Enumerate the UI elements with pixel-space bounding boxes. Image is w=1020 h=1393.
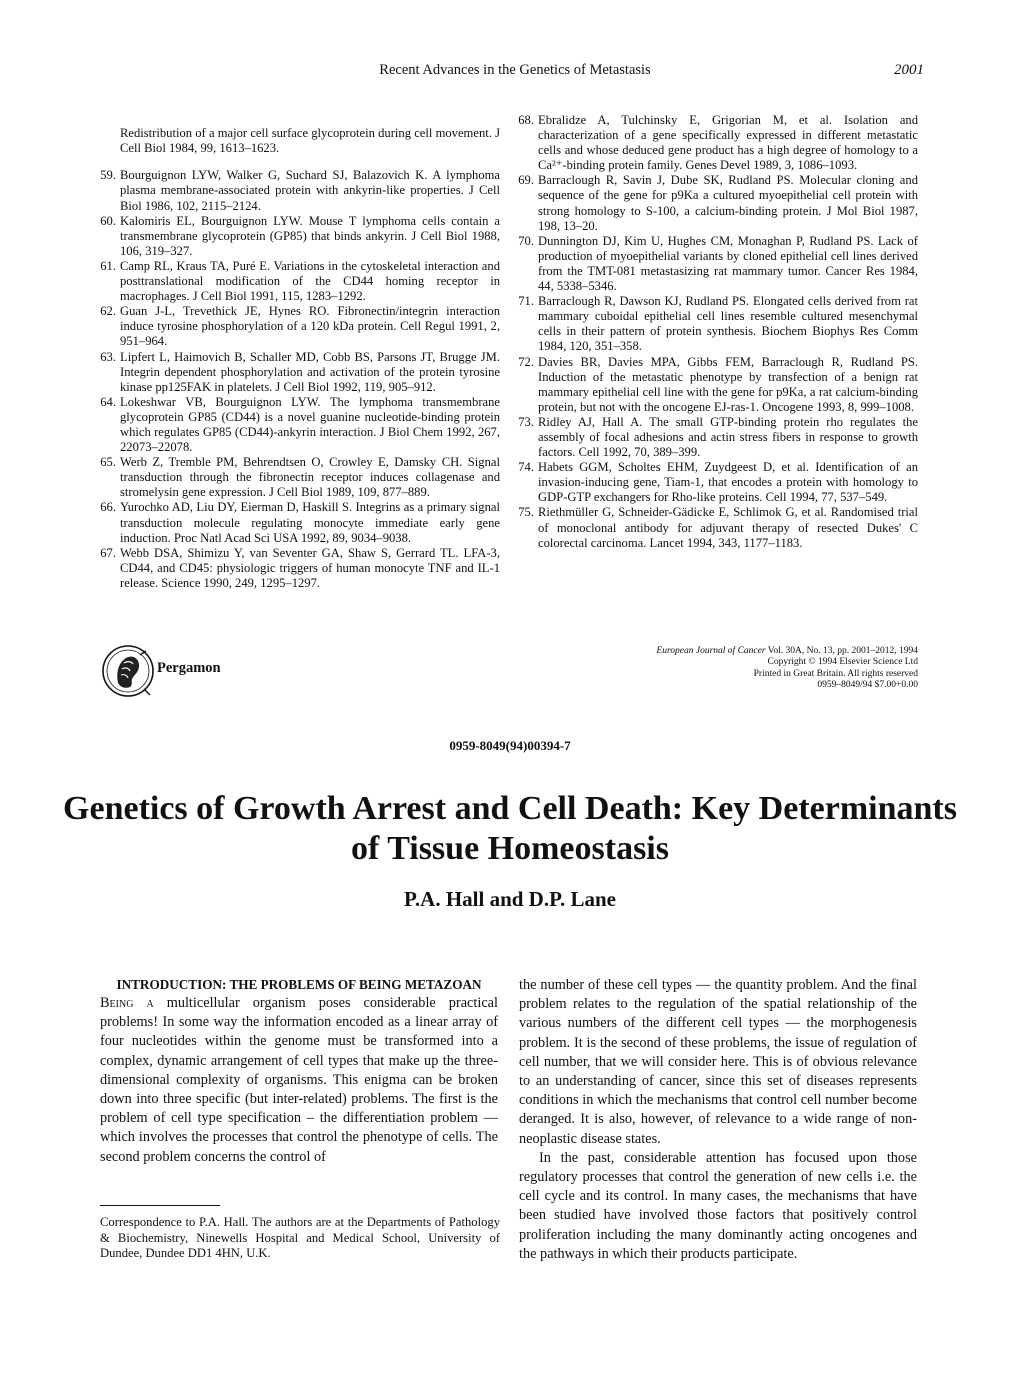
issn-price-line: 0959–8049/94 $7.00+0.00	[817, 680, 918, 691]
reference-text: Guan J-L, Trevethick JE, Hynes RO. Fibronectin/integrin interaction induce tyrosine phosphorylation of a 120 kDa protein. Cell Regul 1991, 2, 951–964.	[120, 304, 500, 349]
correspondence-footnote: Correspondence to P.A. Hall. The authors are at the Departments of Pathology & Biochemistry, Ninewells Hospital and Medical School, University of Dundee, Dundee DD1 4HN, U.K.	[100, 1215, 500, 1261]
reference-number: 73.	[518, 414, 534, 429]
reference-text: Werb Z, Tremble PM, Behrendtsen O, Crowley E, Damsky CH. Signal transduction through the fibronectin receptor induces collagenase and stromelysin gene expression. J Cell Biol 1989, 109, 877–889.	[120, 455, 500, 500]
reference-text: Barraclough R, Dawson KJ, Rudland PS. Elongated cells derived from rat mammary cuboidal epithelial cell lines resemble cultured mesenchymal cells in their pattern of protein synthesis. Biochem Biophys Res Comm 1984, 120, 351–358.	[538, 294, 918, 354]
journal-info	[598, 646, 918, 692]
reference-continued: Redistribution of a major cell surface glycoprotein during cell movement. J Cell Biol 1984, 99, 1613–1623.	[120, 125, 500, 155]
reference-number: 74.	[518, 460, 534, 475]
article-identifier: 0959-8049(94)00394-7	[449, 738, 571, 753]
reference-item	[100, 455, 500, 500]
article-authors: P.A. Hall and D.P. Lane	[404, 887, 616, 911]
body-right-column	[519, 976, 917, 1264]
printed-line: Printed in Great Britain. All rights reserved	[753, 668, 918, 679]
reference-text: Ridley AJ, Hall A. The small GTP-binding protein rho regulates the assembly of focal adhesions and actin stress fibers in response to growth factors. Cell 1992, 70, 389–399.	[538, 414, 918, 460]
reference-item	[518, 294, 918, 354]
references-left-column	[100, 113, 500, 591]
reference-text: Dunnington DJ, Kim U, Hughes CM, Monaghan P, Rudland PS. Lack of production of myoepithelial variants by cloned epithelial cell lines derived from the TMT-081 metastasizing rat mammary tumor. Cancer Res 1984, 44, 5338–5346.	[538, 233, 918, 294]
references-right-list	[518, 113, 918, 551]
reference-text: Lipfert L, Haimovich B, Schaller MD, Cobb BS, Parsons JT, Brugge JM. Integrin dependent phosphorylation and activation of the protein tyrosine kinase pp125FAK in platelets. J Cell Biol 1992, 119, 905–912.	[120, 349, 500, 394]
section-heading: INTRODUCTION: THE PROBLEMS OF BEING METAZOAN	[116, 977, 482, 992]
reference-number: 65.	[100, 455, 116, 470]
reference-item	[518, 234, 918, 294]
reference-number: 62.	[100, 304, 116, 319]
reference-item	[518, 173, 918, 233]
reference-text: Bourguignon LYW, Walker G, Suchard SJ, Balazovich K. A lymphoma plasma membrane-associated protein with ankyrin-like properties. J Cell Biol 1986, 102, 2115–2124.	[120, 168, 500, 213]
reference-number: 59.	[100, 168, 116, 183]
reference-number: 75.	[518, 505, 534, 520]
journal-volume-line	[598, 646, 918, 657]
references-right-column	[518, 113, 918, 551]
reference-item	[100, 259, 500, 304]
references-left-list	[100, 168, 500, 591]
reference-text: Riethmüller G, Schneider-Gädicke E, Schlimok G, et al. Randomised trial of monoclonal antibody for adjuvant therapy of resected Dukes' C colorectal carcinoma. Lancet 1994, 343, 1177–1183.	[538, 505, 918, 550]
intro-paragraph-continued: the number of these cell types — the quantity problem. And the final problem relates to the regulation of the spatial relationship of the various numbers of the different cell types — the morphogenesis problem. It is the second of these problems, the issue of regulation of cell number, that we will consider here. This is of obvious relevance to an understanding of cancer, since this set of diseases represents conditions in which the mechanisms that control cell number become deranged. It is also, however, of relevance to a wide range of non-neoplastic disease states.	[519, 977, 917, 1147]
reference-text: Kalomiris EL, Bourguignon LYW. Mouse T lymphoma cells contain a transmembrane glycoprotein (GP85) that binds ankyrin. J Cell Biol 1988, 106, 319–327.	[120, 213, 500, 258]
reference-text: Camp RL, Kraus TA, Puré E. Variations in the cytoskeletal interaction and posttranslational modification of the CD44 homing receptor in macrophages. J Cell Biol 1991, 115, 1283–1292.	[120, 258, 500, 304]
reference-item	[518, 460, 918, 505]
footnote-divider	[100, 1205, 220, 1206]
reference-item	[518, 505, 918, 550]
reference-number: 60.	[100, 213, 116, 228]
journal-name: European Journal of Cancer	[656, 646, 766, 656]
reference-item	[100, 214, 500, 259]
reference-item	[100, 304, 500, 349]
intro-lead-words: Being a	[100, 995, 154, 1011]
running-head	[100, 62, 930, 84]
reference-item	[518, 355, 918, 415]
reference-item	[518, 415, 918, 460]
reference-item	[100, 168, 500, 213]
reference-text: Lokeshwar VB, Bourguignon LYW. The lymphoma transmembrane glycoprotein GP85 (CD44) is a novel guanine nucleotide-binding protein which regulates GP85 (CD44)-ankyrin interaction. J Biol Chem 1992, 267, 22073–22078.	[120, 394, 500, 455]
journal-volume: Vol. 30A, No. 13, pp. 2001–2012, 1994	[765, 646, 918, 656]
reference-text: Davies BR, Davies MPA, Gibbs FEM, Barraclough R, Rudland PS. Induction of the metastatic phenotype by transfection of a benign rat mammary epithelial cell line with the gene for p9Ka, a rat calcium-binding protein, but not with the oncogene EJ-ras-1. Oncogene 1993, 8, 999–1008.	[538, 354, 918, 414]
reference-item	[518, 113, 918, 173]
reference-text: Yurochko AD, Liu DY, Eierman D, Haskill S. Integrins as a primary signal transduction molecule regulating monocyte immediate early gene induction. Proc Natl Acad Sci USA 1992, 89, 9034–9038.	[120, 500, 500, 545]
intro-paragraph	[100, 994, 498, 1167]
running-title: Recent Advances in the Genetics of Metastasis	[379, 62, 651, 78]
body-left-column	[100, 976, 498, 1167]
second-paragraph: In the past, considerable attention has focused upon those regulatory processes that control the generation of new cells i.e. the cell cycle and its control. In many cases, the mechanisms that have been studied have involved those factors that positively control proliferation including the many dominantly acting oncogenes and the pathways in which their products participate.	[519, 1149, 917, 1262]
page-number: 2001	[894, 62, 924, 78]
reference-number: 67.	[100, 545, 116, 560]
article-title: Genetics of Growth Arrest and Cell Death: Key Determinants of Tissue Homeostasis	[63, 790, 957, 867]
reference-number: 71.	[518, 294, 534, 309]
intro-paragraph-text: multicellular organism poses considerable practical problems! In some way the information encoded as a linear array of four nucleotides within the genome must be transformed into a complex, dynamic arrangement of cell types that make up the three-dimensional complexity of organisms. This enigma can be broken down into three specific (but inter-related) problems. The first is the problem of cell type specification – the differentiation problem — which involves the processes that control the phenotype of cells. The second problem concerns the control of	[100, 995, 499, 1165]
publisher-logo	[100, 643, 260, 703]
reference-item	[100, 500, 500, 545]
copyright-line: Copyright © 1994 Elsevier Science Ltd	[767, 657, 918, 668]
reference-number: 68.	[518, 113, 534, 127]
reference-item	[100, 350, 500, 395]
pergamon-emblem-icon	[100, 643, 156, 699]
reference-text: Barraclough R, Savin J, Dube SK, Rudland PS. Molecular cloning and sequence of the gene for p9Ka a cultured myoepithelial cell protein with strong homology to S-100, a calcium-binding protein. J Mol Biol 1987, 198, 13–20.	[538, 173, 918, 233]
reference-text: Ebralidze A, Tulchinsky E, Grigorian M, et al. Isolation and characterization of a gene specifically expressed in different metastatic cells and whose deduced gene product has a high degree of homology to a Ca²⁺-binding protein family. Genes Devel 1989, 3, 1086–1093.	[538, 113, 918, 173]
reference-number: 66.	[100, 500, 116, 515]
reference-item	[100, 395, 500, 455]
reference-number: 70.	[518, 233, 534, 248]
reference-number: 63.	[100, 349, 116, 364]
reference-number: 61.	[100, 258, 116, 273]
reference-text: Webb DSA, Shimizu Y, van Seventer GA, Shaw S, Gerrard TL. LFA-3, CD44, and CD45: physiologic triggers of human monocyte TNF and IL-1 release. Science 1990, 249, 1295–1297.	[120, 545, 500, 590]
reference-number: 64.	[100, 394, 116, 409]
publisher-name: Pergamon	[157, 660, 221, 676]
reference-text: Habets GGM, Scholtes EHM, Zuydgeest D, et al. Identification of an invasion-inducing gene, Tiam-1, that encodes a protein with homology to GDP-GTP exchangers for Rho-like proteins. Cell 1994, 77, 537–549.	[538, 460, 918, 505]
reference-number: 72.	[518, 354, 534, 369]
reference-item	[100, 546, 500, 591]
reference-number: 69.	[518, 173, 534, 188]
